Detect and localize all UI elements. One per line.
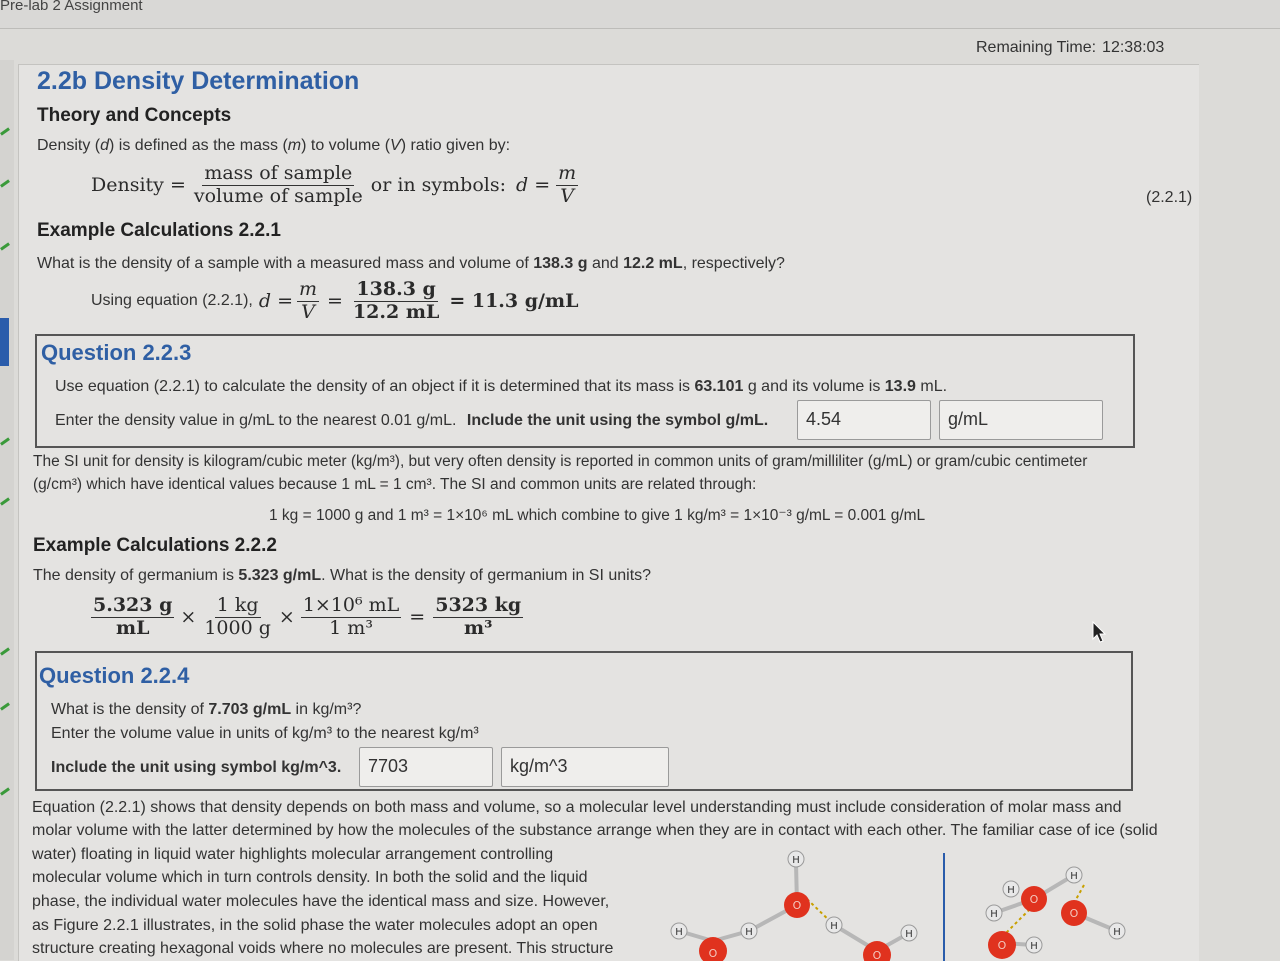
figure-hydrogen-label: H bbox=[675, 927, 683, 938]
check-mark-icon bbox=[0, 787, 10, 795]
figure-hydrogen-label: H bbox=[745, 927, 753, 938]
water-molecules-figure bbox=[659, 845, 1199, 961]
question-2-2-4-title: Question 2.2.4 bbox=[39, 663, 190, 688]
mouse-cursor-icon bbox=[1091, 621, 1107, 643]
figure-hydrogen-label: H bbox=[1113, 927, 1121, 938]
example-1-equation: Using equation (2.2.1), d = $\frac{m}{V}$ = $\frac{138.3 g}{12.2 mL}$ = 11.3 g/mL bbox=[91, 278, 579, 323]
check-mark-icon bbox=[0, 242, 10, 250]
figure-oxygen-label: O bbox=[792, 899, 802, 912]
density-definition: Density (d) is defined as the mass (m) to volume (V) ratio given by: bbox=[37, 137, 511, 154]
figure-hydrogen-label: H bbox=[905, 929, 913, 940]
remaining-time-label: Remaining Time: bbox=[976, 39, 1097, 56]
figure-oxygen-label: O bbox=[708, 947, 718, 960]
question-2-2-3-text: Use equation (2.2.1) to calculate the density of an object if it is determined that its mass is 63.101 g and its volume is 13.9 mL. bbox=[55, 378, 948, 395]
left-status-strip bbox=[0, 60, 14, 960]
check-mark-icon bbox=[0, 497, 10, 505]
theory-heading: Theory and Concepts bbox=[37, 105, 232, 126]
example-2-equation: $\frac{5.323 g}{mL}$ × $\frac{1 kg}{1000 g}$ × $\frac{\text{1×10⁶ mL}}{\text{1 m³}}$ = $\frac{5323 kg}{\text{m³}}$ bbox=[93, 594, 522, 639]
check-mark-icon bbox=[0, 179, 10, 187]
remaining-time bbox=[976, 39, 1164, 57]
closing-text-4: molecular volume which in turn controls density. In both the solid and the liquid bbox=[32, 869, 588, 886]
check-mark-icon bbox=[0, 702, 10, 710]
app-title: Pre-lab 2 Assignment bbox=[0, 0, 143, 14]
figure-hydrogen-label: H bbox=[1070, 871, 1078, 882]
closing-text-3: water) floating in liquid water highlights molecular arrangement controlling bbox=[32, 846, 554, 863]
check-mark-icon bbox=[0, 437, 10, 445]
closing-text-7: structure creating hexagonal voids where no molecules are present. This structure bbox=[32, 940, 614, 957]
si-density-answer-input[interactable]: 7703 bbox=[359, 747, 493, 787]
figure-oxygen-label: O bbox=[1069, 907, 1079, 920]
example-2-question: The density of germanium is 5.323 g/mL. What is the density of germanium in SI units? bbox=[33, 567, 652, 584]
question-2-2-3-instruction: Enter the density value in g/mL to the nearest 0.01 g/mL. Include the unit using the symbol g/mL. bbox=[55, 412, 769, 429]
top-bar bbox=[0, 0, 1280, 29]
example-2-heading: Example Calculations 2.2.2 bbox=[33, 535, 277, 556]
figure-hydrogen-label: H bbox=[1030, 941, 1038, 952]
density-answer-input[interactable]: 4.54 bbox=[797, 400, 931, 440]
figure-hydrogen-label: H bbox=[990, 909, 998, 920]
check-mark-icon bbox=[0, 127, 10, 135]
current-question-indicator bbox=[0, 318, 9, 366]
question-2-2-3-box bbox=[35, 334, 1135, 448]
figure-hydrogen-label: H bbox=[830, 921, 838, 932]
figure-oxygen-label: O bbox=[1029, 893, 1039, 906]
figure-hydrogen-label: H bbox=[792, 855, 800, 866]
question-2-2-3-title: Question 2.2.3 bbox=[41, 340, 192, 365]
example-1-heading: Example Calculations 2.2.1 bbox=[37, 220, 281, 241]
figure-hydrogen-label: H bbox=[1007, 885, 1015, 896]
si-relation: 1 kg = 1000 g and 1 m³ = 1×10⁶ mL which combine to give 1 kg/m³ = 1×10⁻³ g/mL = 0.001 g/mL bbox=[269, 507, 926, 524]
equation-2-2-1: Density = $\frac{\text{mass of sample}}{\text{volume of sample}}$ or in symbols: d = $\frac{m}{V}$ bbox=[91, 162, 577, 207]
si-density-unit-input[interactable]: kg/m^3 bbox=[501, 747, 669, 787]
closing-text-5: phase, the individual water molecules have the identical mass and size. However, bbox=[32, 893, 610, 910]
closing-text-6: as Figure 2.2.1 illustrates, in the solid phase the water molecules adopt an open bbox=[32, 917, 598, 934]
closing-text-2: molar volume with the latter determined by how the molecules of the substance arrange when they are in contact with each other. The familiar case of ice (solid bbox=[32, 822, 1158, 839]
si-unit-text-2: (g/cm³) which have identical values because 1 mL = 1 cm³. The SI and common units are related through: bbox=[33, 476, 757, 493]
closing-text-1: Equation (2.2.1) shows that density depends on both mass and volume, so a molecular level understanding must include consideration of molar mass and bbox=[32, 799, 1122, 816]
figure-oxygen-label: O bbox=[997, 939, 1007, 952]
check-mark-icon bbox=[0, 647, 10, 655]
remaining-time-value: 12:38:03 bbox=[1102, 39, 1165, 56]
density-unit-input[interactable]: g/mL bbox=[939, 400, 1103, 440]
figure-oxygen-label: O bbox=[872, 949, 882, 961]
content-panel bbox=[18, 64, 1199, 961]
question-2-2-4-unit-instruction: Include the unit using symbol kg/m^3. bbox=[51, 759, 342, 776]
question-2-2-4-box bbox=[35, 651, 1133, 791]
example-1-question: What is the density of a sample with a measured mass and volume of 138.3 g and 12.2 mL, respectively? bbox=[37, 255, 785, 272]
equation-number: (2.2.1) bbox=[1146, 189, 1193, 206]
si-unit-text-1: The SI unit for density is kilogram/cubic meter (kg/m³), but very often density is reported in common units of gram/milliliter (g/mL) or gram/cubic centimeter bbox=[33, 453, 1088, 470]
question-2-2-4-text: What is the density of 7.703 g/mL in kg/m³? bbox=[51, 701, 362, 718]
question-2-2-4-instruction: Enter the volume value in units of kg/m³ to the nearest kg/m³ bbox=[51, 725, 479, 742]
section-title: 2.2b Density Determination bbox=[37, 67, 360, 95]
